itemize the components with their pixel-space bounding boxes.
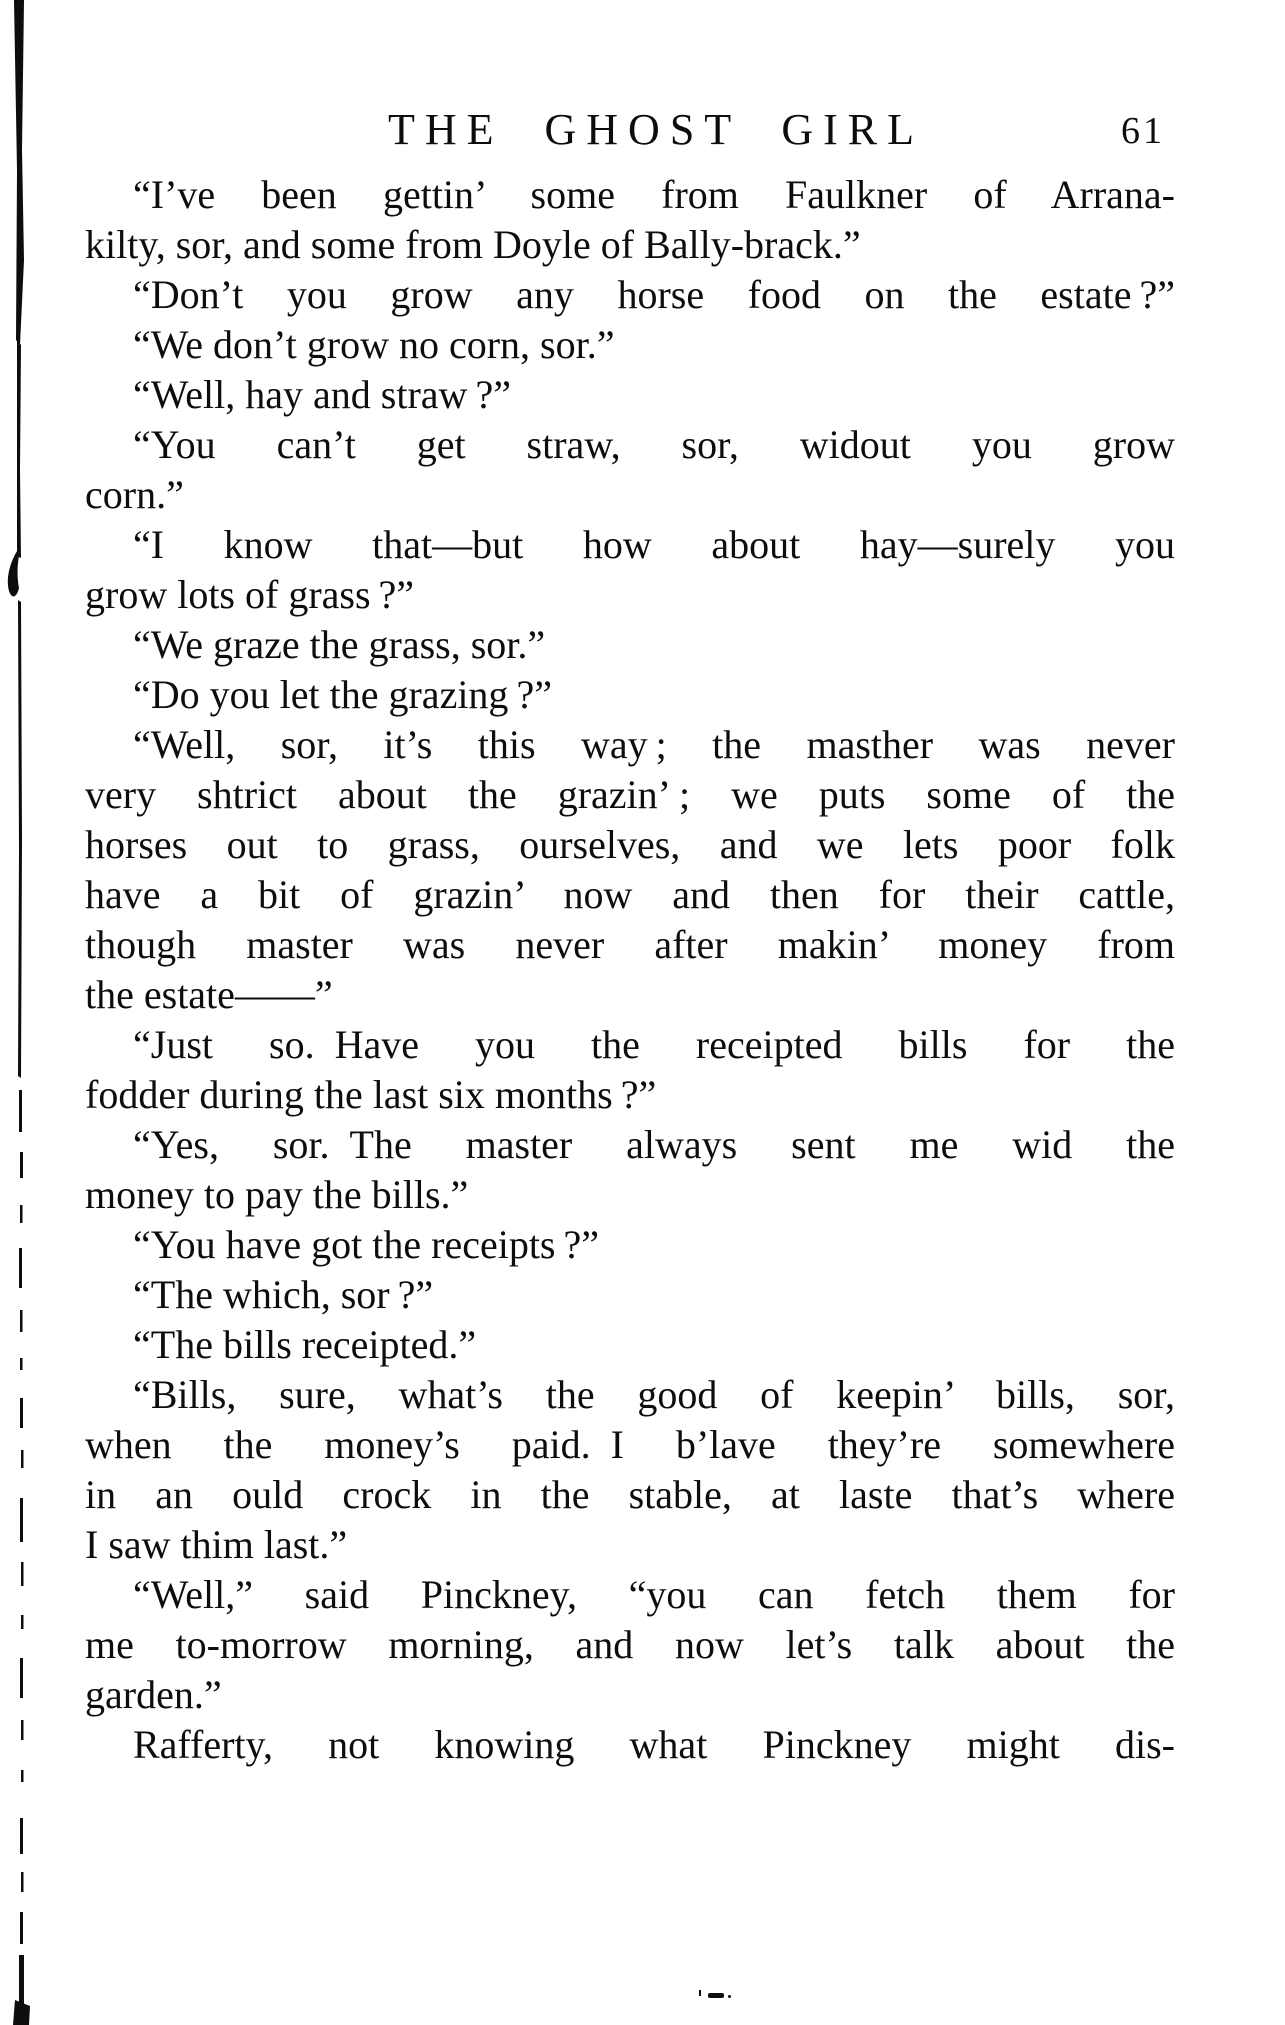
text-line: though master was never after makin’ money from xyxy=(85,922,1175,967)
text-line: I saw thim last.” xyxy=(85,1522,348,1567)
text-line: “Yes, sor. The master always sent me wid the xyxy=(133,1122,1175,1167)
text-line: me to-morrow morning, and now let’s talk about the xyxy=(85,1622,1175,1667)
text-line: garden.” xyxy=(85,1672,222,1717)
text-line: the estate——” xyxy=(85,972,333,1017)
text-line: “The bills receipted.” xyxy=(133,1322,477,1367)
text-line: “Well,” said Pinckney, “you can fetch them for xyxy=(133,1572,1175,1617)
text-line: “Just so. Have you the receipted bills for the xyxy=(133,1022,1175,1067)
text-line: “I’ve been gettin’ some from Faulkner of Arrana- xyxy=(133,172,1175,217)
text-line: have a bit of grazin’ now and then for their cattle, xyxy=(85,872,1175,917)
text-line: in an ould crock in the stable, at laste that’s where xyxy=(85,1472,1175,1517)
text-line: “Bills, sure, what’s the good of keepin’ bills, sor, xyxy=(133,1372,1175,1417)
text-line: corn.” xyxy=(85,472,184,517)
text-line: “You can’t get straw, sor, widout you grow xyxy=(133,422,1175,467)
text-line: kilty, sor, and some from Doyle of Bally-brack.” xyxy=(85,222,861,267)
text-line: “Don’t you grow any horse food on the estate ?” xyxy=(133,272,1175,317)
text-line: “The which, sor ?” xyxy=(133,1272,434,1317)
page-title: THE GHOST GIRL xyxy=(387,105,925,154)
page-body xyxy=(85,170,1175,1770)
scan-smudge xyxy=(708,1993,724,1998)
text-line: “You have got the receipts ?” xyxy=(133,1222,600,1267)
text-line: fodder during the last six months ?” xyxy=(85,1072,657,1117)
text-line: “I know that—but how about hay—surely you xyxy=(133,522,1175,567)
text-line: “Well, sor, it’s this way ; the masther was never xyxy=(133,722,1175,767)
page-number: 61 xyxy=(1121,110,1165,152)
text-line: money to pay the bills.” xyxy=(85,1172,469,1217)
text-line: horses out to grass, ourselves, and we lets poor folk xyxy=(85,822,1175,867)
page-edge-mark xyxy=(0,0,40,2025)
text-line: “We graze the grass, sor.” xyxy=(133,622,546,667)
text-line: “Do you let the grazing ?” xyxy=(133,672,552,717)
text-line: when the money’s paid. I b’lave they’re somewhere xyxy=(85,1422,1175,1467)
text-line: Rafferty, not knowing what Pinckney might dis- xyxy=(133,1722,1175,1767)
text-line: grow lots of grass ?” xyxy=(85,572,415,617)
text-line: very shtrict about the grazin’ ; we puts some of the xyxy=(85,772,1175,817)
text-line: “We don’t grow no corn, sor.” xyxy=(133,322,615,367)
text-line: “Well, hay and straw ?” xyxy=(133,372,511,417)
